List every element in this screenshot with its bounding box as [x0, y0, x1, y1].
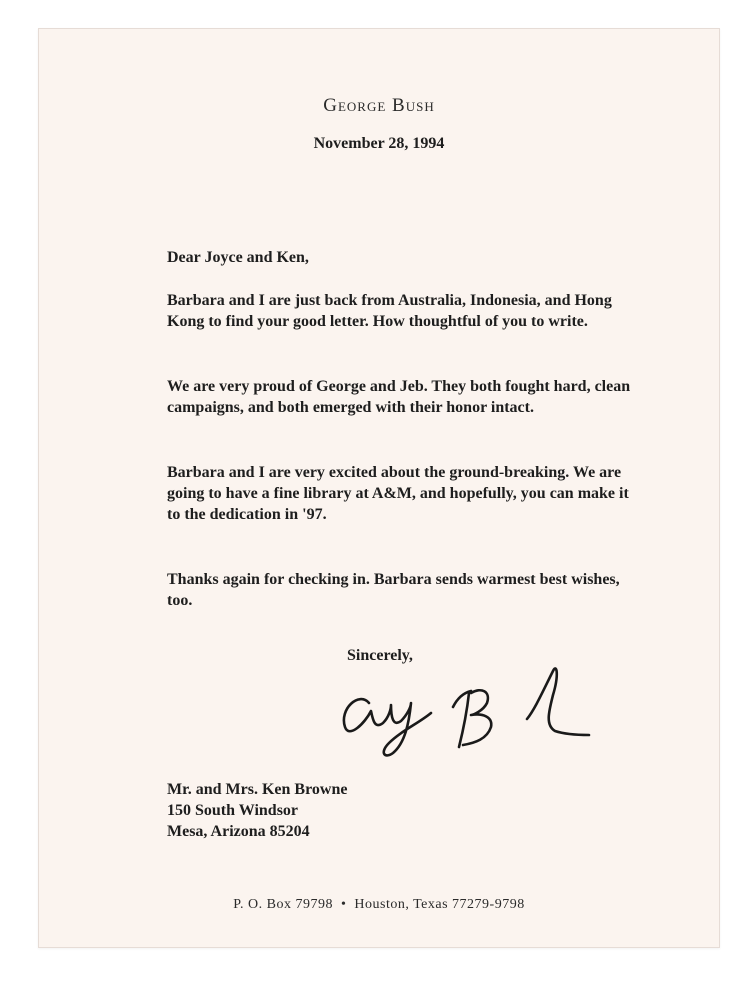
footer-separator: • [340, 897, 347, 912]
footer-address [39, 897, 719, 913]
recipient-address [167, 779, 347, 842]
paragraph-4: Thanks again for checking in. Barbara sends warmest best wishes, too. [167, 571, 620, 609]
recipient-city: Mesa, Arizona 85204 [167, 823, 310, 840]
closing: Sincerely, [347, 647, 413, 664]
letter-date: November 28, 1994 [313, 135, 445, 152]
footer-po-box: P. O. Box 79798 [233, 897, 333, 912]
letter-sheet [38, 28, 720, 948]
footer-city: Houston, Texas 77279-9798 [354, 897, 525, 912]
paragraph-3: Barbara and I are very excited about the ground-breaking. We are going to have a fine library at A&M, and hopefully, you can make it to the dedication in '97. [167, 464, 629, 523]
recipient-name: Mr. and Mrs. Ken Browne [167, 781, 348, 798]
salutation: Dear Joyce and Ken, [167, 249, 309, 266]
paragraph-2: We are very proud of George and Jeb. They both fought hard, clean campaigns, and both emerged with their honor intact. [167, 378, 631, 416]
recipient-street: 150 South Windsor [167, 802, 299, 819]
letterhead-name: George Bush [323, 95, 435, 116]
paragraph-1: Barbara and I are just back from Australia, Indonesia, and Hong Kong to find your good letter. How thoughtful of you to write. [167, 292, 612, 330]
handwritten-signature [331, 631, 591, 761]
